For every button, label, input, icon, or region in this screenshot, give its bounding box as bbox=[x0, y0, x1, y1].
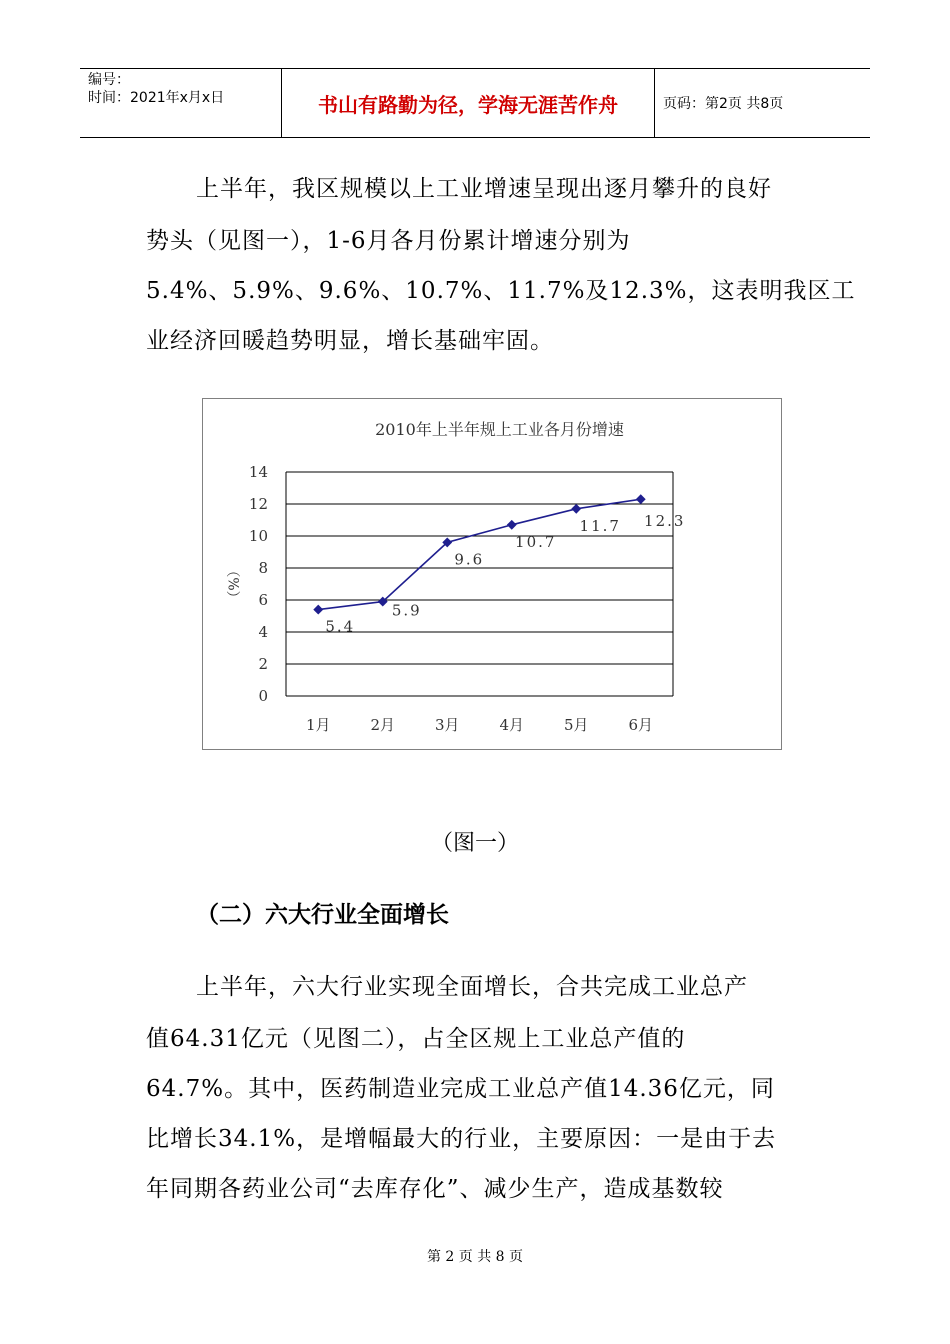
page-footer: 第 2 页 共 8 页 bbox=[426, 1249, 524, 1265]
y-tick-label: 10 bbox=[248, 527, 268, 545]
paragraph-line: 64.7%。其中，医药制造业完成工业总产值14.36亿元，同 bbox=[146, 1076, 775, 1102]
data-label: 11.7 bbox=[579, 516, 621, 535]
data-label: 5.9 bbox=[391, 601, 422, 620]
paragraph-line: 上半年，六大行业实现全面增长，合共完成工业总产 bbox=[196, 974, 748, 1000]
data-point bbox=[636, 494, 646, 504]
data-label: 12.3 bbox=[644, 512, 686, 531]
y-tick-label: 0 bbox=[258, 687, 268, 705]
y-tick-label: 12 bbox=[248, 495, 268, 513]
header-meta bbox=[80, 69, 282, 137]
data-label: 10.7 bbox=[515, 532, 557, 551]
date-label: 时间：2021年x月x日 bbox=[88, 90, 225, 106]
y-tick-label: 2 bbox=[258, 655, 268, 673]
data-point bbox=[571, 504, 581, 514]
data-point bbox=[507, 520, 517, 530]
paragraph-line: 势头（见图一），1-6月各月份累计增速分别为 bbox=[146, 228, 631, 254]
line-chart bbox=[203, 399, 781, 749]
header-page-info: 页码：第2页 共8页 bbox=[663, 96, 784, 112]
paragraph-line: 年同期各药业公司“去库存化”、减少生产，造成基数较 bbox=[146, 1176, 724, 1202]
header-motto: 书山有路勤为径，学海无涯苦作舟 bbox=[282, 69, 655, 137]
x-tick-label: 2月 bbox=[370, 716, 396, 734]
data-point bbox=[313, 605, 323, 615]
paragraph-line: 值64.31亿元（见图二），占全区规上工业总产值的 bbox=[146, 1026, 686, 1052]
x-tick-label: 3月 bbox=[434, 716, 460, 734]
figure-caption: （图一） bbox=[430, 831, 519, 856]
paragraph-line: 5.4%、5.9%、9.6%、10.7%、11.7%及12.3%，这表明我区工 bbox=[146, 278, 856, 304]
chart-title: 2010年上半年规上工业各月份增速 bbox=[375, 420, 624, 439]
paragraph-line: 上半年，我区规模以上工业增速呈现出逐月攀升的良好 bbox=[196, 176, 772, 202]
x-tick-label: 5月 bbox=[563, 716, 589, 734]
number-label: 编号： bbox=[88, 72, 130, 88]
chart-figure bbox=[202, 398, 782, 750]
x-tick-label: 6月 bbox=[628, 716, 654, 734]
paragraph-line: 业经济回暖趋势明显，增长基础牢固。 bbox=[146, 328, 554, 354]
x-tick-label: 1月 bbox=[305, 716, 331, 734]
data-label: 9.6 bbox=[454, 550, 485, 569]
y-tick-label: 6 bbox=[258, 591, 268, 609]
section-heading: （二）六大行业全面增长 bbox=[196, 902, 449, 928]
y-tick-label: 8 bbox=[258, 559, 268, 577]
y-axis-label: （%） bbox=[227, 563, 243, 605]
paragraph-line: 比增长34.1%，是增幅最大的行业，主要原因：一是由于去 bbox=[146, 1126, 777, 1152]
y-tick-label: 14 bbox=[248, 463, 268, 481]
x-tick-label: 4月 bbox=[499, 716, 525, 734]
page-header bbox=[80, 68, 870, 138]
y-tick-label: 4 bbox=[258, 623, 268, 641]
data-label: 5.4 bbox=[325, 617, 356, 636]
